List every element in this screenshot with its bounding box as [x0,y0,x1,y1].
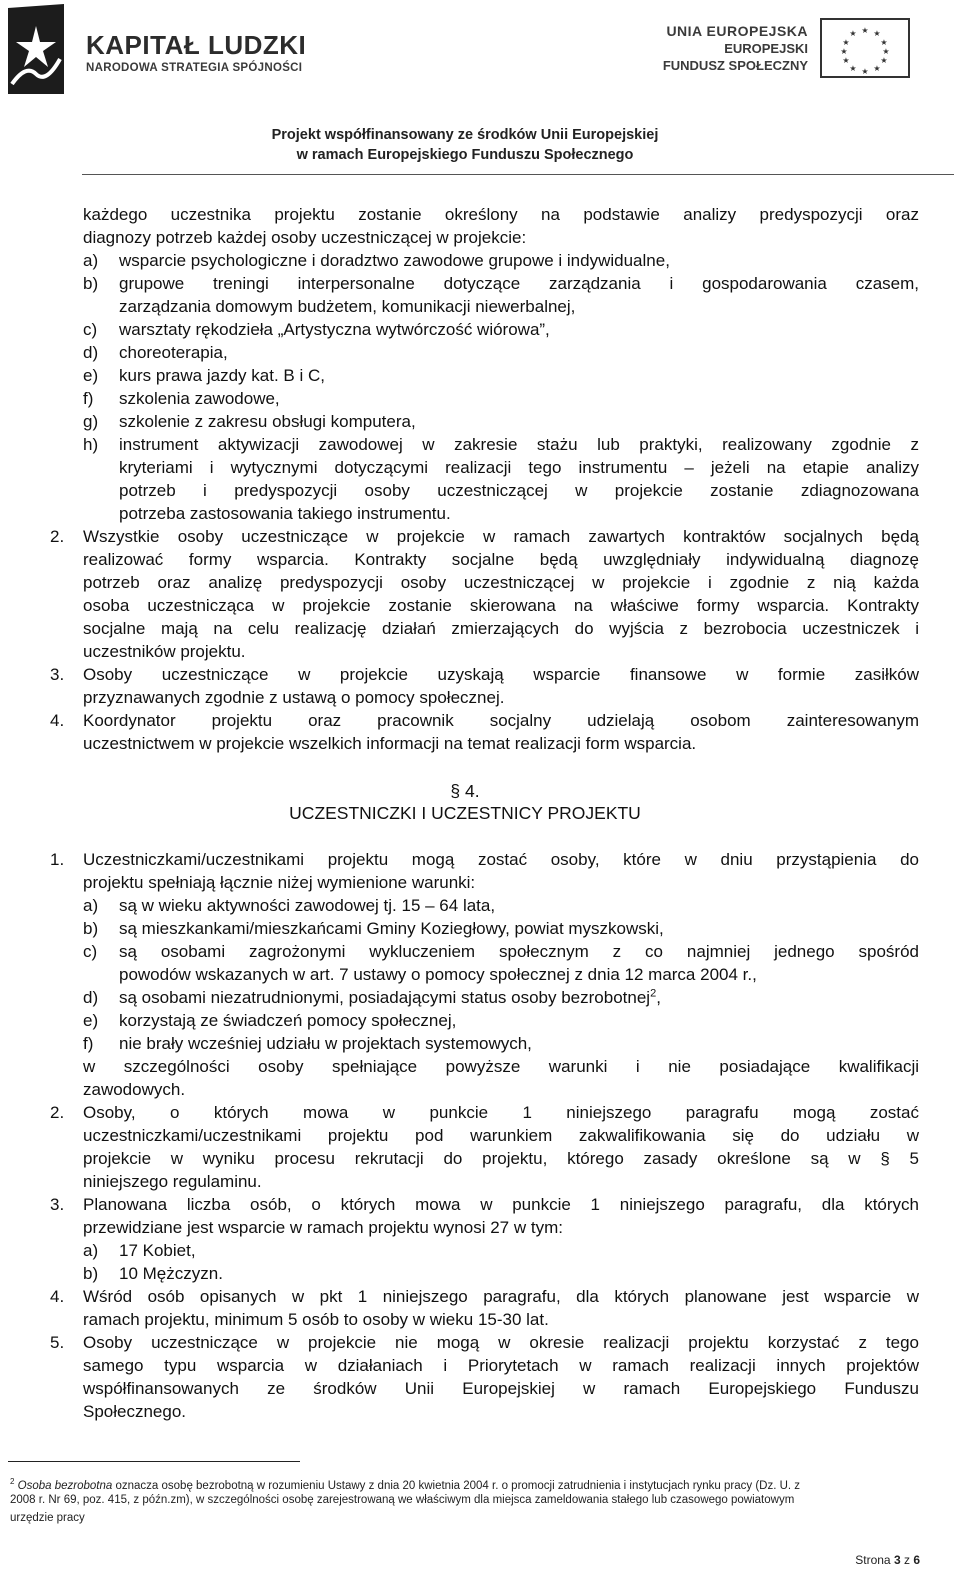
paragraph-line: socjalne mają na celu realizację działań zmierzających do wyjścia z bezrobocia uczestniczek i [83,619,919,638]
paragraph-line: samego typu wsparcia w działaniach i Priorytetach w ramach realizacji innych projektów [83,1356,919,1375]
page-current: 3 [893,1553,901,1567]
svg-text:★: ★ [882,47,890,56]
paragraph-line: Planowana liczba osób, o których mowa w punkcie 1 niniejszego paragrafu, dla których [83,1195,919,1214]
footnote-line [10,1475,800,1493]
paragraph-line: współfinansowanych ze środków Unii Europejskiej w ramach Europejskiego Funduszu [83,1379,919,1398]
paragraph-line: zawodowych. [83,1080,186,1099]
point-number: 4. [50,1287,65,1306]
paragraph-line: każdego uczestnika projektu zostanie określony na podstawie analizy predyspozycji oraz [83,205,919,224]
list-label: c) [83,942,98,961]
header-divider [82,174,954,175]
svg-text:★: ★ [849,29,857,38]
page-of: z [903,1553,910,1567]
list-item: są w wieku aktywności zawodowej tj. 15 – 64 lata, [119,896,496,915]
paragraph-line: w szczególności osoby spełniające powyższe warunki i nie posiadające kwalifikacji [83,1057,919,1076]
svg-text:★: ★ [842,38,850,47]
paragraph-line: projektu spełniają łącznie niżej wymienione warunki: [83,873,476,892]
footnote-divider [8,1461,300,1462]
list-label: d) [83,343,99,362]
list-label: e) [83,366,99,385]
paragraph-line: Koordynator projektu oraz pracownik socjalny udzielają osobom zainteresowanym [83,711,919,730]
svg-text:★: ★ [880,56,888,65]
list-item: grupowe treningi interpersonalne dotyczące zarządzania i gospodarowania czasem, [119,274,919,293]
point-number: 1. [50,850,65,869]
paragraph-line: Osoby, o których mowa w punkcie 1 niniejszego paragrafu mogą zostać [83,1103,919,1122]
list-label: b) [83,274,99,293]
kapital-ludzki-logo-icon [6,4,66,96]
paragraph-line: Wszystkie osoby uczestniczące w projekcie w ramach zawartych kontraktów socjalnych będą [83,527,919,546]
project-funding-line-2: w ramach Europejskiego Funduszu Społecznego [296,147,634,163]
footnote-mark: 2 [10,1477,15,1486]
list-item: korzystają ze świadczeń pomocy społecznej, [119,1011,457,1030]
list-item: powodów wskazanych w art. 7 ustawy o pomocy społecznej z dnia 12 marca 2004 r., [119,965,757,984]
paragraph-line: niniejszego regulaminu. [83,1172,262,1191]
list-item: zarządzania domowym budżetem, komunikacji niewerbalnej, [119,297,576,316]
list-label: a) [83,251,99,270]
paragraph-line: Społecznego. [83,1402,187,1421]
paragraph-line: osoba uczestnicząca w projekcie zostanie skierowana na właściwe formy wsparcia. Kontrakty [83,596,919,615]
list-label: c) [83,320,98,339]
list-label: g) [83,412,99,431]
list-item: choreoterapia, [119,343,228,362]
list-item: są osobami zagrożonymi wykluczeniem społecznym z co najmniej jednego spośród [119,942,919,961]
point-number: 3. [50,1195,65,1214]
page-header [0,0,960,176]
list-item: kurs prawa jazdy kat. B i C, [119,366,325,385]
paragraph-line: uczestnictwem w projekcie wszelkich informacji na temat realizacji form wsparcia. [83,734,697,753]
footnote-line: urzędzie pracy [10,1512,85,1524]
list-item-comma: , [656,988,661,1007]
eu-line-3: FUNDUSZ SPOŁECZNY [662,58,808,73]
list-item: wsparcie psychologiczne i doradztwo zawodowe grupowe i indywidualne, [119,251,670,270]
list-item: szkolenia zawodowe, [119,389,280,408]
footnote-reference[interactable]: 2 [650,987,657,1000]
eu-flag-icon [820,18,910,78]
list-item: nie brały wcześniej udziału w projektach systemowych, [119,1034,532,1053]
page-total: 6 [913,1553,920,1567]
point-number: 5. [50,1333,65,1352]
section-title: UCZESTNICZKI I UCZESTNICY PROJEKTU [289,803,641,823]
paragraph-line: projekcie w wyniku procesu rekrutacji do projektu, którego zasady określone są w § 5 [83,1149,919,1168]
paragraph-line: uczestniczkami/uczestnikami projektu pod warunkiem zakwalifikowania się do udziału w [83,1126,919,1145]
paragraph-line: przewidziane jest wsparcie w ramach projektu wynosi 27 w tym: [83,1218,563,1237]
svg-text:★: ★ [873,29,881,38]
footnote-text: oznacza osobę bezrobotną w rozumieniu Ustawy z dnia 20 kwietnia 2004 r. o promocji zatrudnienia i instytucjach rynku pracy (Dz. U. z [112,1479,801,1492]
kapital-ludzki-subtitle: NARODOWA STRATEGIA SPÓJNOŚCI [86,62,303,74]
footnote-term: Osoba bezrobotna [17,1479,113,1492]
svg-text:★: ★ [873,64,881,73]
list-item: są mieszkankami/mieszkańcami Gminy Koziegłowy, powiat myszkowski, [119,919,664,938]
list-item: 10 Mężczyzn. [119,1264,223,1283]
list-label: h) [83,435,99,454]
list-label: f) [83,1034,94,1053]
paragraph-line: potrzeb oraz analizę predyspozycji osoby uczestniczącej w projekcie i zgodnie z nią każda [83,573,919,592]
svg-text:★: ★ [861,26,869,35]
point-number: 3. [50,665,65,684]
svg-text:★: ★ [842,56,850,65]
svg-text:★: ★ [880,38,888,47]
project-funding-line-1: Projekt współfinansowany ze środków Unii Europejskiej [271,127,659,143]
paragraph-line: realizować formy wsparcia. Kontrakty socjalne będą uwzględniały indywidualną diagnozę [83,550,919,569]
page-number [855,1553,920,1567]
footnote-line: 2008 r. Nr 69, poz. 415, z późn.zm), w szczególności osobę zarejestrowaną we właściwym dla miejsca zameldowania stałego lub czasowego powiatowym [10,1494,795,1506]
point-number: 4. [50,711,65,730]
point-number: 2. [50,1103,65,1122]
list-label: f) [83,389,94,408]
list-item: instrument aktywizacji zawodowej w zakresie stażu lub praktyki, realizowany zgodnie z [119,435,919,454]
list-item: szkolenie z zakresu obsługi komputera, [119,412,416,431]
list-label: a) [83,1241,99,1260]
list-label: d) [83,988,99,1007]
kapital-ludzki-title: KAPITAŁ LUDZKI [86,30,307,60]
list-item: warsztaty rękodzieła „Artystyczna wytwórczość wiórowa”, [119,320,550,339]
eu-line-2: EUROPEJSKI [724,41,808,56]
list-label: e) [83,1011,99,1030]
list-item: kryteriami i wytycznymi dotyczącymi realizacji tego instrumentu – jeżeli na etapie analizy [119,458,919,477]
list-item: 17 Kobiet, [119,1241,196,1260]
page-label: Strona [855,1553,891,1567]
svg-text:★: ★ [849,64,857,73]
paragraph-line: diagnozy potrzeb każdej osoby uczestniczącej w projekcie: [83,228,527,247]
paragraph-line: Osoby uczestniczące w projekcie nie mogą w okresie realizacji projektu korzystać z tego [83,1333,919,1352]
list-label: b) [83,1264,99,1283]
svg-text:★: ★ [840,47,848,56]
list-item-text: są osobami niezatrudnionymi, posiadającymi status osoby bezrobotnej [119,988,651,1007]
paragraph-line: Wśród osób opisanych w pkt 1 niniejszego paragrafu, dla których planowane jest wsparcie w [83,1287,919,1306]
list-item: potrzeb i predyspozycji osoby uczestniczącej w projekcie zostanie zdiagnozowana [119,481,919,500]
paragraph-line: Osoby uczestniczące w projekcie uzyskają wsparcie finansowe w formie zasiłków [83,665,919,684]
paragraph-line: uczestników projektu. [83,642,246,661]
paragraph-line: ramach projektu, minimum 5 osób to osoby w wieku 15-30 lat. [83,1310,549,1329]
point-number: 2. [50,527,65,546]
eu-line-1: UNIA EUROPEJSKA [666,23,808,39]
section-number: § 4. [450,781,480,801]
eu-logo-text [663,23,808,74]
list-item: potrzeba zastosowania takiego instrumentu. [119,504,451,523]
paragraph-line: Uczestniczkami/uczestnikami projektu mogą zostać osoby, które w dniu przystąpienia do [83,850,919,869]
svg-text:★: ★ [861,67,869,76]
paragraph-line: przyznawanych zgodnie z ustawą o pomocy społecznej. [83,688,505,707]
list-item [119,988,661,1008]
list-label: a) [83,896,99,915]
list-label: b) [83,919,99,938]
